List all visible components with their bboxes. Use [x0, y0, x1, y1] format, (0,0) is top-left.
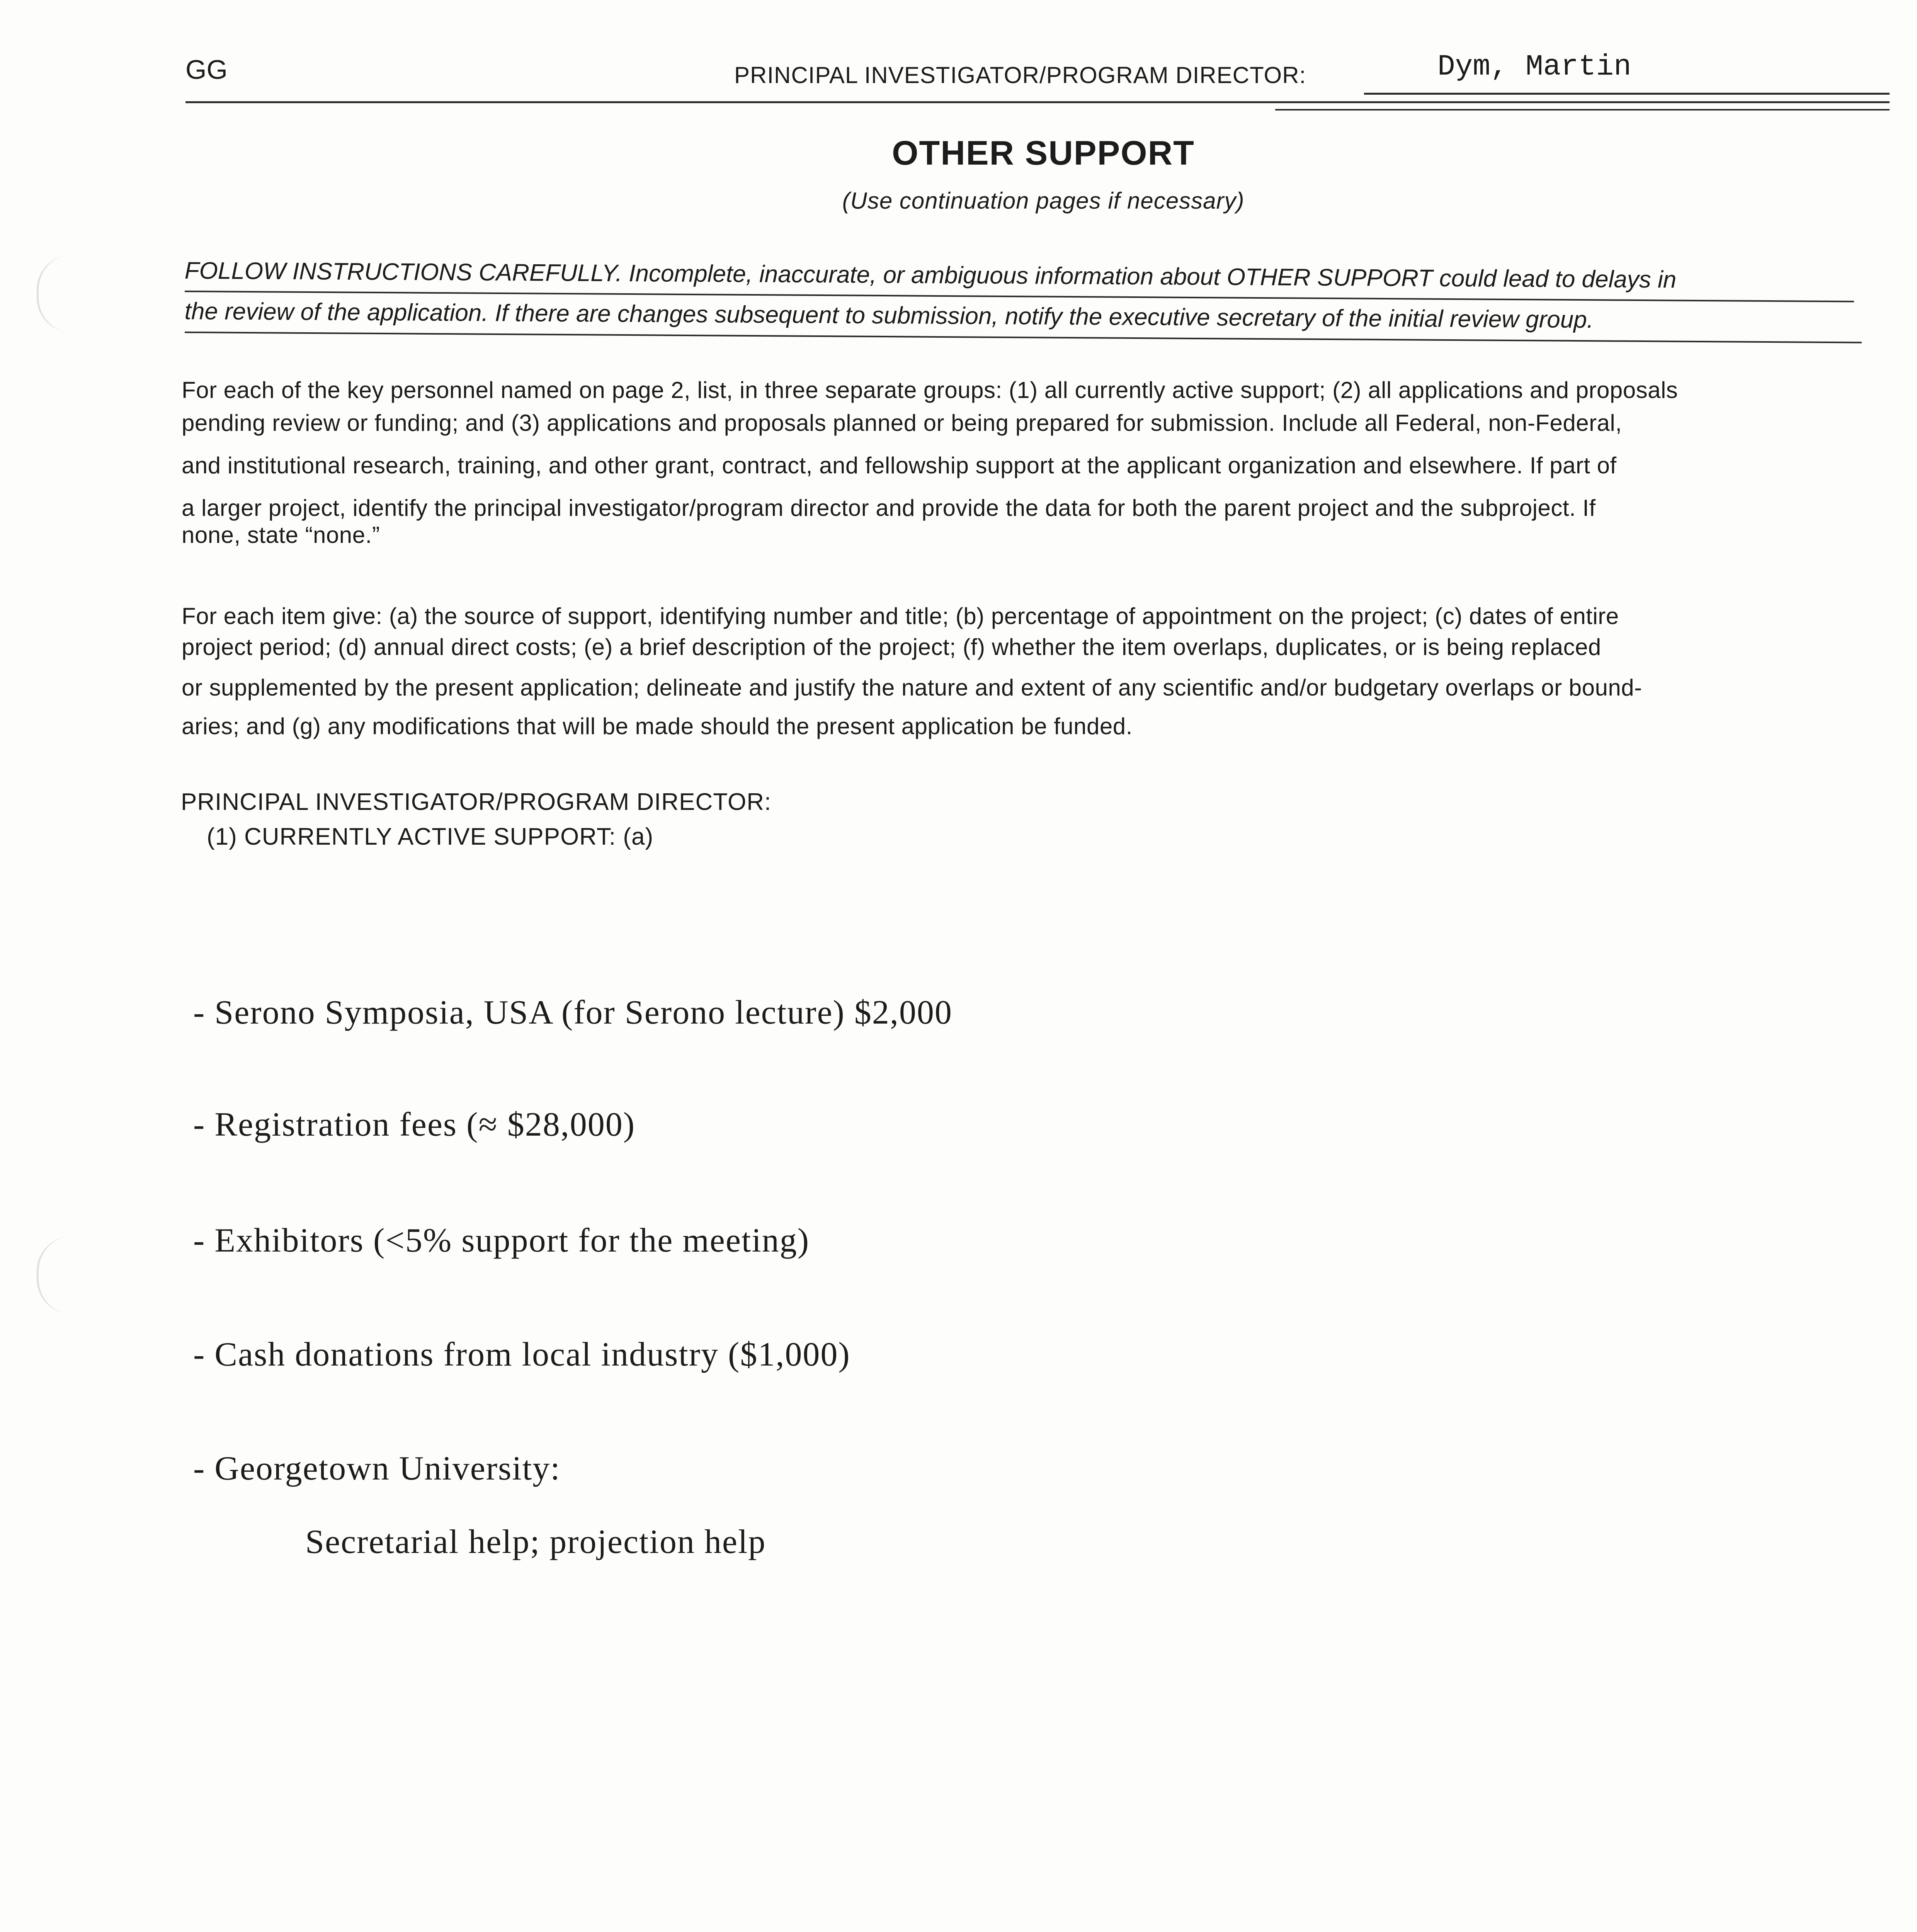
support-item: - Registration fees (≈ $28,000)	[193, 1106, 636, 1143]
warning-line-2: the review of the application. If there are changes subsequent to submission, notify the executive secretary of the initial review group.	[184, 298, 1594, 333]
support-item: - Georgetown University:	[193, 1450, 561, 1487]
instructions-para1-line: and institutional research, training, and other grant, contract, and fellowship support at the applicant organization and elsewhere. If part of	[182, 452, 1617, 478]
binder-hole-mark	[37, 1236, 85, 1314]
page-subtitle: (Use continuation pages if necessary)	[842, 188, 1245, 214]
binder-hole-mark	[37, 255, 85, 332]
header-pi-label: PRINCIPAL INVESTIGATOR/PROGRAM DIRECTOR:	[734, 62, 1306, 88]
header-pi-name: Dym, Martin	[1437, 50, 1631, 83]
page-title: OTHER SUPPORT	[892, 134, 1195, 172]
section-pi-heading: PRINCIPAL INVESTIGATOR/PROGRAM DIRECTOR:	[181, 789, 772, 815]
instructions-para2-line: aries; and (g) any modifications that will be made should the present application be funded.	[182, 713, 1133, 739]
support-item: - Serono Symposia, USA (for Serono lecture) $2,000	[193, 994, 953, 1031]
instructions-para2-line: For each item give: (a) the source of support, identifying number and title; (b) percentage of appointment on the project; (c) dates of entire	[182, 603, 1619, 629]
instructions-para1-line: none, state “none.”	[182, 522, 380, 548]
instructions-para2-line: or supplemented by the present application; delineate and justify the nature and extent of any scientific and/or budgetary overlaps or bound-	[182, 675, 1642, 701]
instructions-para1-line: For each of the key personnel named on page 2, list, in three separate groups: (1) all currently active support; (2) all applications and proposals	[182, 377, 1678, 403]
warning-underline-2	[185, 332, 1862, 344]
support-item: - Exhibitors (<5% support for the meeting)	[193, 1222, 810, 1259]
instructions-para1-line: pending review or funding; and (3) applications and proposals planned or being prepared for submission. Include all Federal, non-Federal,	[182, 410, 1622, 436]
section-active-support-heading: (1) CURRENTLY ACTIVE SUPPORT: (a)	[207, 823, 654, 850]
header-code-left: GG	[185, 54, 228, 85]
instructions-para1-line: a larger project, identify the principal investigator/program director and provide the data for both the parent project and the subproject. If	[182, 495, 1596, 521]
instructions-para2-line: project period; (d) annual direct costs; (e) a brief description of the project; (f) whether the item overlaps, duplicates, or is being replaced	[182, 634, 1601, 660]
support-item: - Cash donations from local industry ($1,000)	[193, 1336, 850, 1373]
header-rule	[185, 101, 1890, 103]
support-subitem: Secretarial help; projection help	[305, 1523, 766, 1561]
pi-name-underline	[1364, 93, 1890, 95]
warning-line-1: FOLLOW INSTRUCTIONS CAREFULLY. Incomplete, inaccurate, or ambiguous information about OTHER SUPPORT could lead to delays in	[184, 257, 1677, 293]
header-rule-2	[1275, 109, 1890, 111]
